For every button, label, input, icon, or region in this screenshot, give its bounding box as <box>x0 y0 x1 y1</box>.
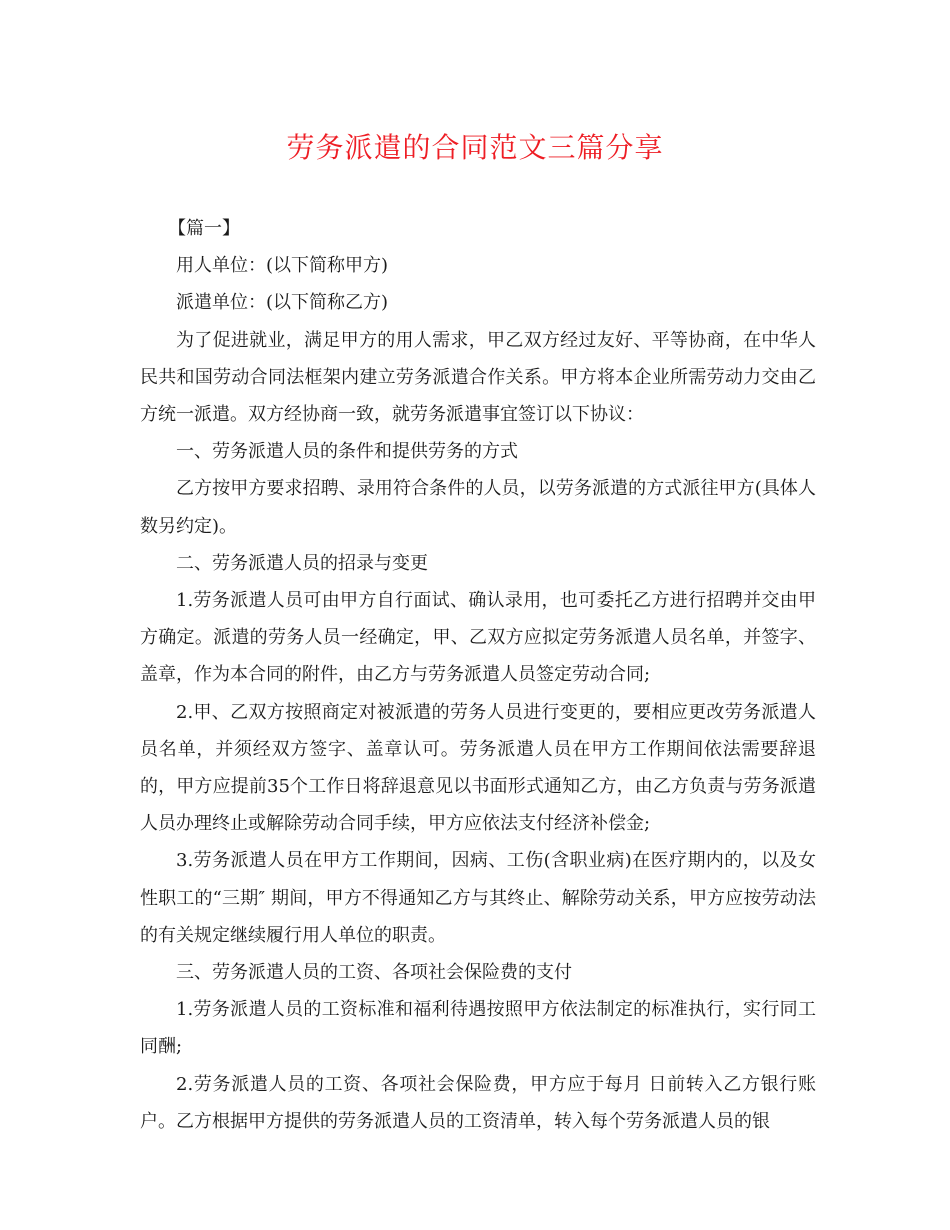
clause-paragraph: 3.劳务派遣人员在甲方工作期间，因病、工伤(含职业病)在医疗期内的，以及女性职工的“三期″ 期间，甲方不得通知乙方与其终止、解除劳动关系，甲方应按劳动法的有关规定继续履行用人单位的职责。 <box>140 850 816 946</box>
preamble-paragraph: 为了促进就业，满足甲方的用人需求，甲乙双方经过友好、平等协商，在中华人民共和国劳动合同法框架内建立劳务派遣合作关系。甲方将本企业所需劳动力交由乙方统一派遣。双方经协商一致，就劳务派遣事宜签订以下协议： <box>140 329 816 426</box>
clause-paragraph: 2.劳务派遣人员的工资、各项社会保险费，甲方应于每月 日前转入乙方银行账户。乙方根据甲方提供的劳务派遣人员的工资清单，转入每个劳务派遣人员的银 <box>140 1073 816 1132</box>
clause-heading-2: 二、劳务派遣人员的招录与变更 <box>176 552 428 574</box>
clause-heading-3: 三、劳务派遣人员的工资、各项社会保险费的支付 <box>176 962 572 984</box>
document-title: 劳务派遣的合同范文三篇分享 <box>286 131 664 164</box>
dispatcher-line: 派遣单位：(以下简称乙方) <box>176 292 389 314</box>
section-heading: 【篇一】 <box>168 218 240 239</box>
clause-paragraph: 1.劳务派遣人员可由甲方自行面试、确认录用，也可委托乙方进行招聘并交由甲方确定。派遣的劳务人员一经确定，甲、乙双方应拟定劳务派遣人员名单，并签字、盖章，作为本合同的附件，由乙方与劳务派遣人员签定劳动合同; <box>140 590 816 686</box>
clause-paragraph: 2.甲、乙双方按照商定对被派遣的劳务人员进行变更的，要相应更改劳务派遣人员名单，并须经双方签字、盖章认可。劳务派遣人员在甲方工作期间依法需要辞退的，甲方应提前35个工作日将辞退意见以书面形式通知乙方，由乙方负责与劳务派遣人员办理终止或解除劳动合同手续，甲方应依法支付经济补偿金; <box>140 701 816 835</box>
employer-line: 用人单位：(以下简称甲方) <box>176 255 389 277</box>
document-body <box>140 210 816 1140</box>
clause-paragraph: 1.劳务派遣人员的工资标准和福利待遇按照甲方依法制定的标准执行，实行同工同酬; <box>140 999 816 1058</box>
clause-paragraph: 乙方按甲方要求招聘、录用符合条件的人员，以劳务派遣的方式派往甲方(具体人数另约定)。 <box>140 478 816 537</box>
clause-heading-1: 一、劳务派遣人员的条件和提供劳务的方式 <box>176 441 518 463</box>
